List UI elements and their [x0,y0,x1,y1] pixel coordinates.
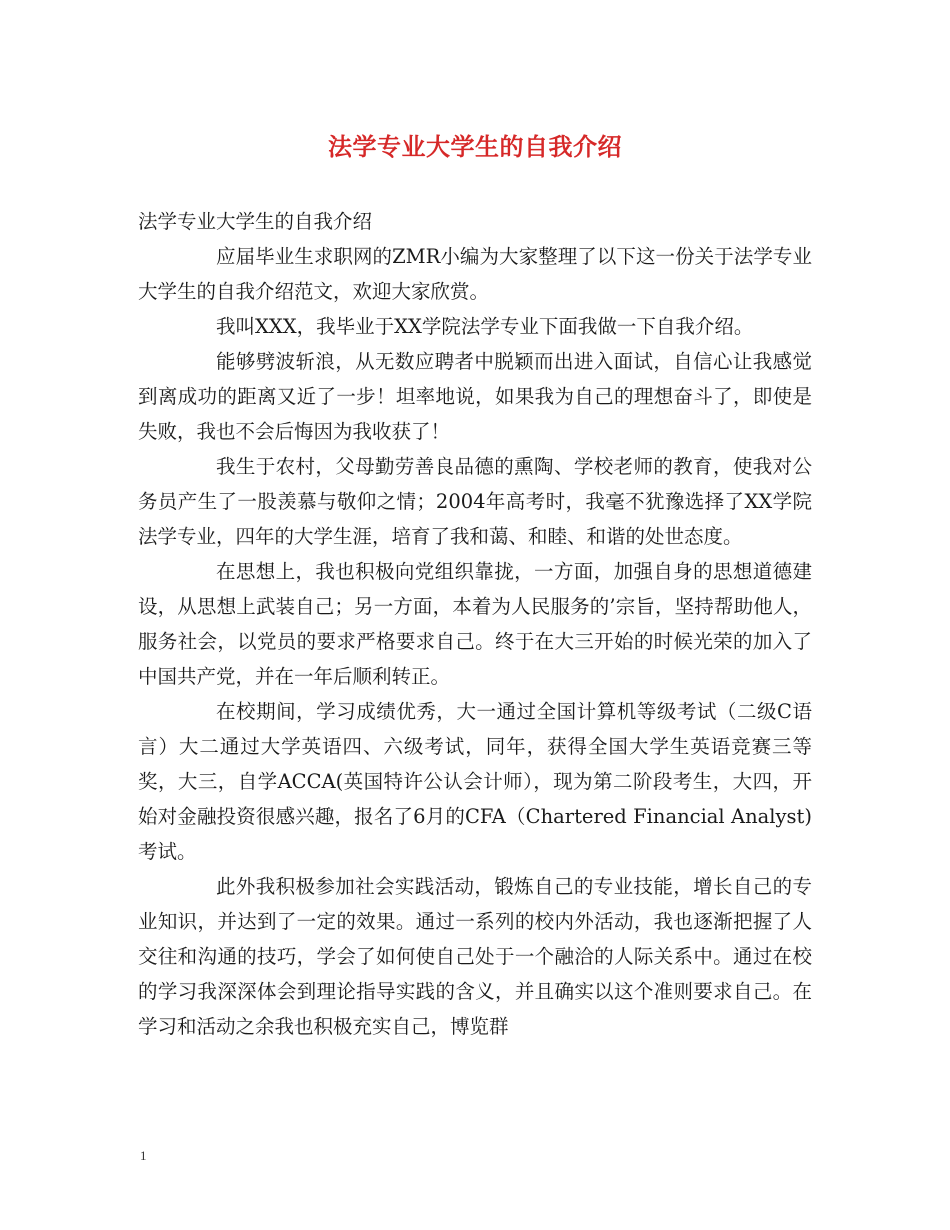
paragraph: 在校期间，学习成绩优秀，大一通过全国计算机等级考试（二级C语言）大二通过大学英语四、六级考试，同年，获得全国大学生英语竞赛三等奖，大三，自学ACCA(英国特许公认会计师），现为第二阶段考生，大四，开始对金融投资很感兴趣，报名了6月的CFA（Chartered Financial Analyst)考试。 [138,700,812,863]
paragraph: 我生于农村，父母勤劳善良品德的熏陶、学校老师的教育，使我对公务员产生了一股羡慕与敬仰之情；2004年高考时，我毫不犹豫选择了XX学院法学专业，四年的大学生涯，培育了我和蔼、和睦、和谐的处世态度。 [138,455,812,548]
paragraph: 能够劈波斩浪，从无数应聘者中脱颖而出进入面试，自信心让我感觉到离成功的距离又近了一步！坦率地说，如果我为自己的理想奋斗了，即使是失败，我也不会后悔因为我收获了！ [138,350,812,443]
paragraph: 此外我积极参加社会实践活动，锻炼自己的专业技能，增长自己的专业知识，并达到了一定的效果。通过一系列的校内外活动，我也逐渐把握了人交往和沟通的技巧，学会了如何使自己处于一个融洽的人际关系中。通过在校的学习我深深体会到理论指导实践的含义，并且确实以这个准则要求自己。在学习和活动之余我也积极充实自己，博览群 [138,875,812,1038]
paragraph: 我叫XXX，我毕业于XX学院法学专业下面我做一下自我介绍。 [216,315,754,338]
paragraph-heading: 法学专业大学生的自我介绍 [138,210,373,233]
document-body [138,204,812,1044]
paragraph: 在思想上，我也积极向党组织靠拢，一方面，加强自身的思想道德建设，从思想上武装自己；另一方面，本着为人民服务的’宗旨，坚持帮助他人，服务社会，以党员的要求严格要求自己。终于在大三开始的时候光荣的加入了中国共产党，并在一年后顺利转正。 [138,560,812,688]
page-number: 1 [140,1148,147,1163]
paragraph: 应届毕业生求职网的ZMR小编为大家整理了以下这一份关于法学专业大学生的自我介绍范文，欢迎大家欣赏。 [138,245,812,303]
document-title: 法学专业大学生的自我介绍 [328,133,622,161]
